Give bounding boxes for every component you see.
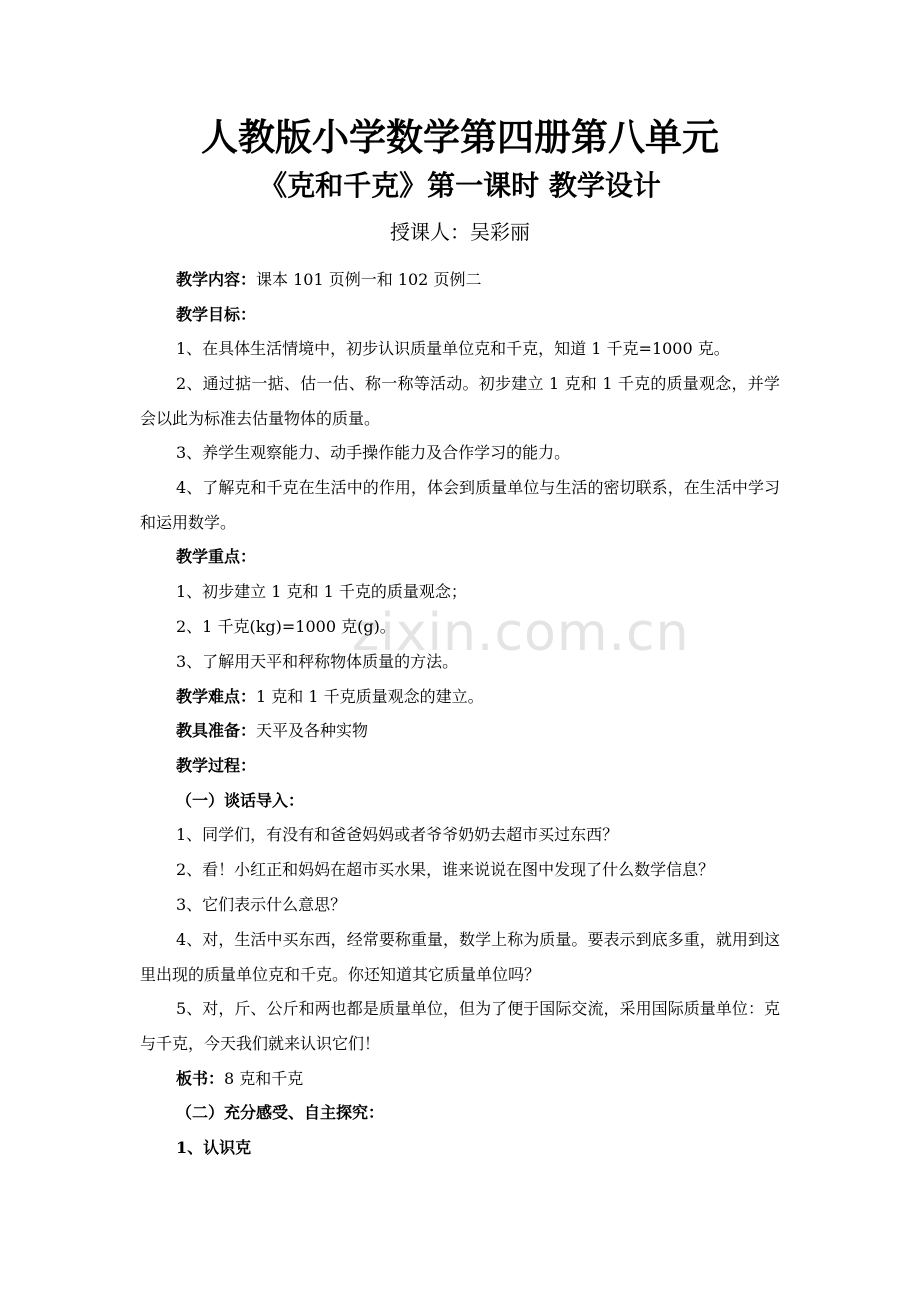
author-line: 授课人：吴彩丽 (390, 220, 530, 244)
difficulty-text: 1 克和 1 千克质量观念的建立。 (256, 687, 484, 706)
board-line (140, 1061, 780, 1096)
tools-line (140, 713, 780, 748)
goal-item-3: 3、养学生观察能力、动手操作能力及合作学习的能力。 (176, 443, 571, 462)
tools-text: 天平及各种实物 (256, 721, 369, 740)
goal-item-2: 2、通过掂一掂、估一估、称一称等活动。初步建立 1 克和 1 千克的质量观念，并学会以此为标准去估量物体的质量。 (140, 374, 780, 428)
content-text: 课本 101 页例一和 102 页例二 (256, 270, 482, 289)
goal-item-4: 4、了解克和千克在生活中的作用，体会到质量单位与生活的密切联系，在生活中学习和运用数学。 (140, 478, 780, 532)
difficulty-line (140, 679, 780, 714)
tools-label: 教具准备： (176, 721, 257, 740)
key-point-1: 1、初步建立 1 克和 1 千克的质量观念； (176, 582, 467, 601)
intro-item-2: 2、看！小红正和妈妈在超市买水果，谁来说说在图中发现了什么数学信息？ (176, 860, 715, 879)
intro-item-5: 5、对，斤、公斤和两也都是质量单位，但为了便于国际交流，采用国际质量单位：克与千克，今天我们就来认识它们！ (140, 999, 780, 1053)
content-label: 教学内容： (176, 270, 257, 289)
watermark: zixin.com.cn (352, 603, 690, 663)
document-subtitle: 《克和千克》第一课时 教学设计 (259, 169, 661, 202)
intro-item-4: 4、对，生活中买东西，经常要称重量，数学上称为质量。要表示到底多重，就用到这里出现的质量单位克和千克。你还知道其它质量单位吗？ (140, 930, 780, 984)
section-2-heading: （二）充分感受、自主探究： (176, 1103, 385, 1122)
section-1-heading: （一）谈话导入： (176, 791, 305, 810)
content-line (140, 262, 780, 297)
key-point-3: 3、了解用天平和秤称物体质量的方法。 (176, 652, 459, 671)
key-point-2: 2、1 千克(kg)=1000 克(g)。 (176, 617, 396, 636)
document-title: 人教版小学数学第四册第八单元 (201, 115, 719, 159)
key-points-heading: 教学重点： (176, 547, 257, 566)
goal-item-1: 1、在具体生活情境中，初步认识质量单位克和千克，知道 1 千克=1000 克。 (176, 339, 730, 358)
intro-item-3: 3、它们表示什么意思？ (176, 895, 347, 914)
difficulty-label: 教学难点： (176, 687, 257, 706)
subsection-1-heading: 1、认识克 (176, 1138, 252, 1157)
intro-item-1: 1、同学们，有没有和爸爸妈妈或者爷爷奶奶去超市买过东西？ (176, 825, 619, 844)
goals-heading: 教学目标： (176, 305, 257, 324)
board-label: 板书： (176, 1069, 225, 1088)
process-heading: 教学过程： (176, 756, 257, 775)
board-text: 8 克和千克 (224, 1069, 304, 1088)
